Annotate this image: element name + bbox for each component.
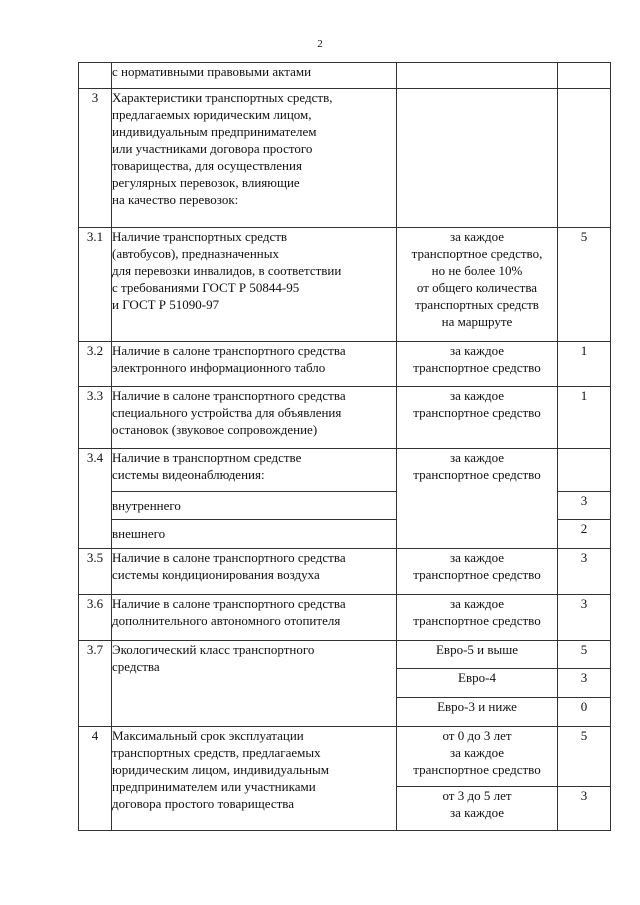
text-line: от 0 до 3 лет [442, 728, 512, 743]
text-line: за каждое [449, 388, 505, 403]
text-line: Наличие в салоне транспортного средства [112, 388, 346, 403]
text-line: Экологический класс транспортного [112, 642, 315, 657]
score: 3 [558, 669, 611, 698]
text-line: транспортное средство [413, 467, 541, 482]
unit-cell [397, 595, 558, 641]
text-line: индивидуальным предпринимателем [112, 124, 317, 139]
text-line: (автобусов), предназначенных [112, 246, 279, 261]
row-number: 3.7 [79, 641, 112, 727]
score: 5 [558, 228, 611, 342]
criterion-cell [112, 595, 397, 641]
row-number: 3.2 [79, 342, 112, 387]
text-line: на маршруте [441, 314, 513, 329]
sub-criterion: внешнего [112, 520, 397, 549]
text-line: предпринимателем или участниками [112, 779, 316, 794]
criterion-cell [112, 727, 397, 831]
text-line: транспортных средств [415, 297, 539, 312]
text-line: транспортных средств, предлагаемых [112, 745, 321, 760]
criterion-cell [112, 549, 397, 595]
text-line: юридическим лицом, индивидуальным [112, 762, 330, 777]
table-row [79, 89, 611, 228]
table-row [79, 63, 611, 89]
table-row [79, 727, 611, 787]
text-line: транспортное средство, [411, 246, 543, 261]
text-line: Наличие в транспортном средстве [112, 450, 302, 465]
text-line: с нормативными правовыми актами [112, 64, 312, 79]
criterion-cell [112, 449, 397, 492]
text-line: предлагаемых юридическим лицом, [112, 107, 312, 122]
text-line: транспортное средство [413, 613, 541, 628]
text-line: регулярных перевозок, влияющие [112, 175, 300, 190]
criterion-cell [112, 387, 397, 449]
text-line: транспортное средство [413, 360, 541, 375]
text-line: за каждое [449, 596, 505, 611]
text-line: договора простого товарищества [112, 796, 295, 811]
score-cell [558, 449, 611, 492]
row-number-cell [79, 63, 112, 89]
text-line: от общего количества [416, 280, 538, 295]
criterion-cell [112, 228, 397, 342]
unit-cell [397, 549, 558, 595]
text-line: но не более 10% [431, 263, 523, 278]
score: 2 [558, 520, 611, 549]
text-line: за каждое [449, 550, 505, 565]
text-line: с требованиями ГОСТ Р 50844-95 [112, 280, 300, 295]
option-label: Евро-5 и выше [397, 641, 558, 669]
text-line: и ГОСТ Р 51090-97 [112, 297, 220, 312]
unit-cell [397, 228, 558, 342]
table-row [79, 387, 611, 449]
option-cell [397, 787, 558, 831]
score-cell [558, 63, 611, 89]
text-line: Характеристики транспортных средств, [112, 90, 333, 105]
page-number: 2 [317, 38, 323, 50]
row-number: 3 [79, 89, 112, 228]
text-line: электронного информационного табло [112, 360, 326, 375]
score: 3 [558, 549, 611, 595]
text-line: транспортное средство [413, 567, 541, 582]
text-line: остановок (звуковое сопровождение) [112, 422, 318, 437]
text-line: товарищества, для осуществления [112, 158, 302, 173]
score: 1 [558, 342, 611, 387]
option-cell [397, 727, 558, 787]
text-line: за каждое [449, 450, 505, 465]
text-line: транспортное средство [413, 405, 541, 420]
text-line: от 3 до 5 лет [442, 788, 512, 803]
score: 3 [558, 595, 611, 641]
text-line: Наличие в салоне транспортного средства [112, 550, 346, 565]
row-number: 3.4 [79, 449, 112, 549]
text-line: системы видеонаблюдения: [112, 467, 265, 482]
text-line: для перевозки инвалидов, в соответствии [112, 263, 342, 278]
criterion-cell [112, 63, 397, 89]
text-line: Максимальный срок эксплуатации [112, 728, 304, 743]
table-row [79, 228, 611, 342]
score: 0 [558, 698, 611, 727]
unit-cell [397, 449, 558, 549]
text-line: за каждое [449, 745, 505, 760]
criterion-cell [112, 342, 397, 387]
text-line: за каждое [449, 229, 505, 244]
row-number: 3.6 [79, 595, 112, 641]
row-number: 3.3 [79, 387, 112, 449]
text-line: или участниками договора простого [112, 141, 313, 156]
score-cell [558, 89, 611, 228]
text-line: на качество перевозок: [112, 192, 239, 207]
text-line: транспортное средство [413, 762, 541, 777]
text-line: за каждое [449, 343, 505, 358]
table-row [79, 641, 611, 669]
text-line: специального устройства для объявления [112, 405, 342, 420]
text-line: средства [112, 659, 160, 674]
text-line: Наличие транспортных средств [112, 229, 288, 244]
unit-cell [397, 387, 558, 449]
score: 3 [558, 787, 611, 831]
option-label: Евро-4 [397, 669, 558, 698]
sub-criterion: внутреннего [112, 492, 397, 520]
table-row [79, 342, 611, 387]
score: 5 [558, 727, 611, 787]
row-number: 3.1 [79, 228, 112, 342]
unit-cell [397, 63, 558, 89]
row-number: 4 [79, 727, 112, 831]
table-row [79, 595, 611, 641]
table-row [79, 449, 611, 492]
score: 1 [558, 387, 611, 449]
score: 5 [558, 641, 611, 669]
criterion-cell [112, 89, 397, 228]
text-line: за каждое [449, 805, 505, 820]
unit-cell [397, 342, 558, 387]
criterion-cell [112, 641, 397, 727]
text-line: Наличие в салоне транспортного средства [112, 596, 346, 611]
row-number: 3.5 [79, 549, 112, 595]
text-line: Наличие в салоне транспортного средства [112, 343, 346, 358]
text-line: дополнительного автономного отопителя [112, 613, 341, 628]
score: 3 [558, 492, 611, 520]
table-row [79, 549, 611, 595]
unit-cell [397, 89, 558, 228]
option-label: Евро-3 и ниже [397, 698, 558, 727]
text-line: системы кондиционирования воздуха [112, 567, 320, 582]
criteria-table [78, 62, 611, 831]
